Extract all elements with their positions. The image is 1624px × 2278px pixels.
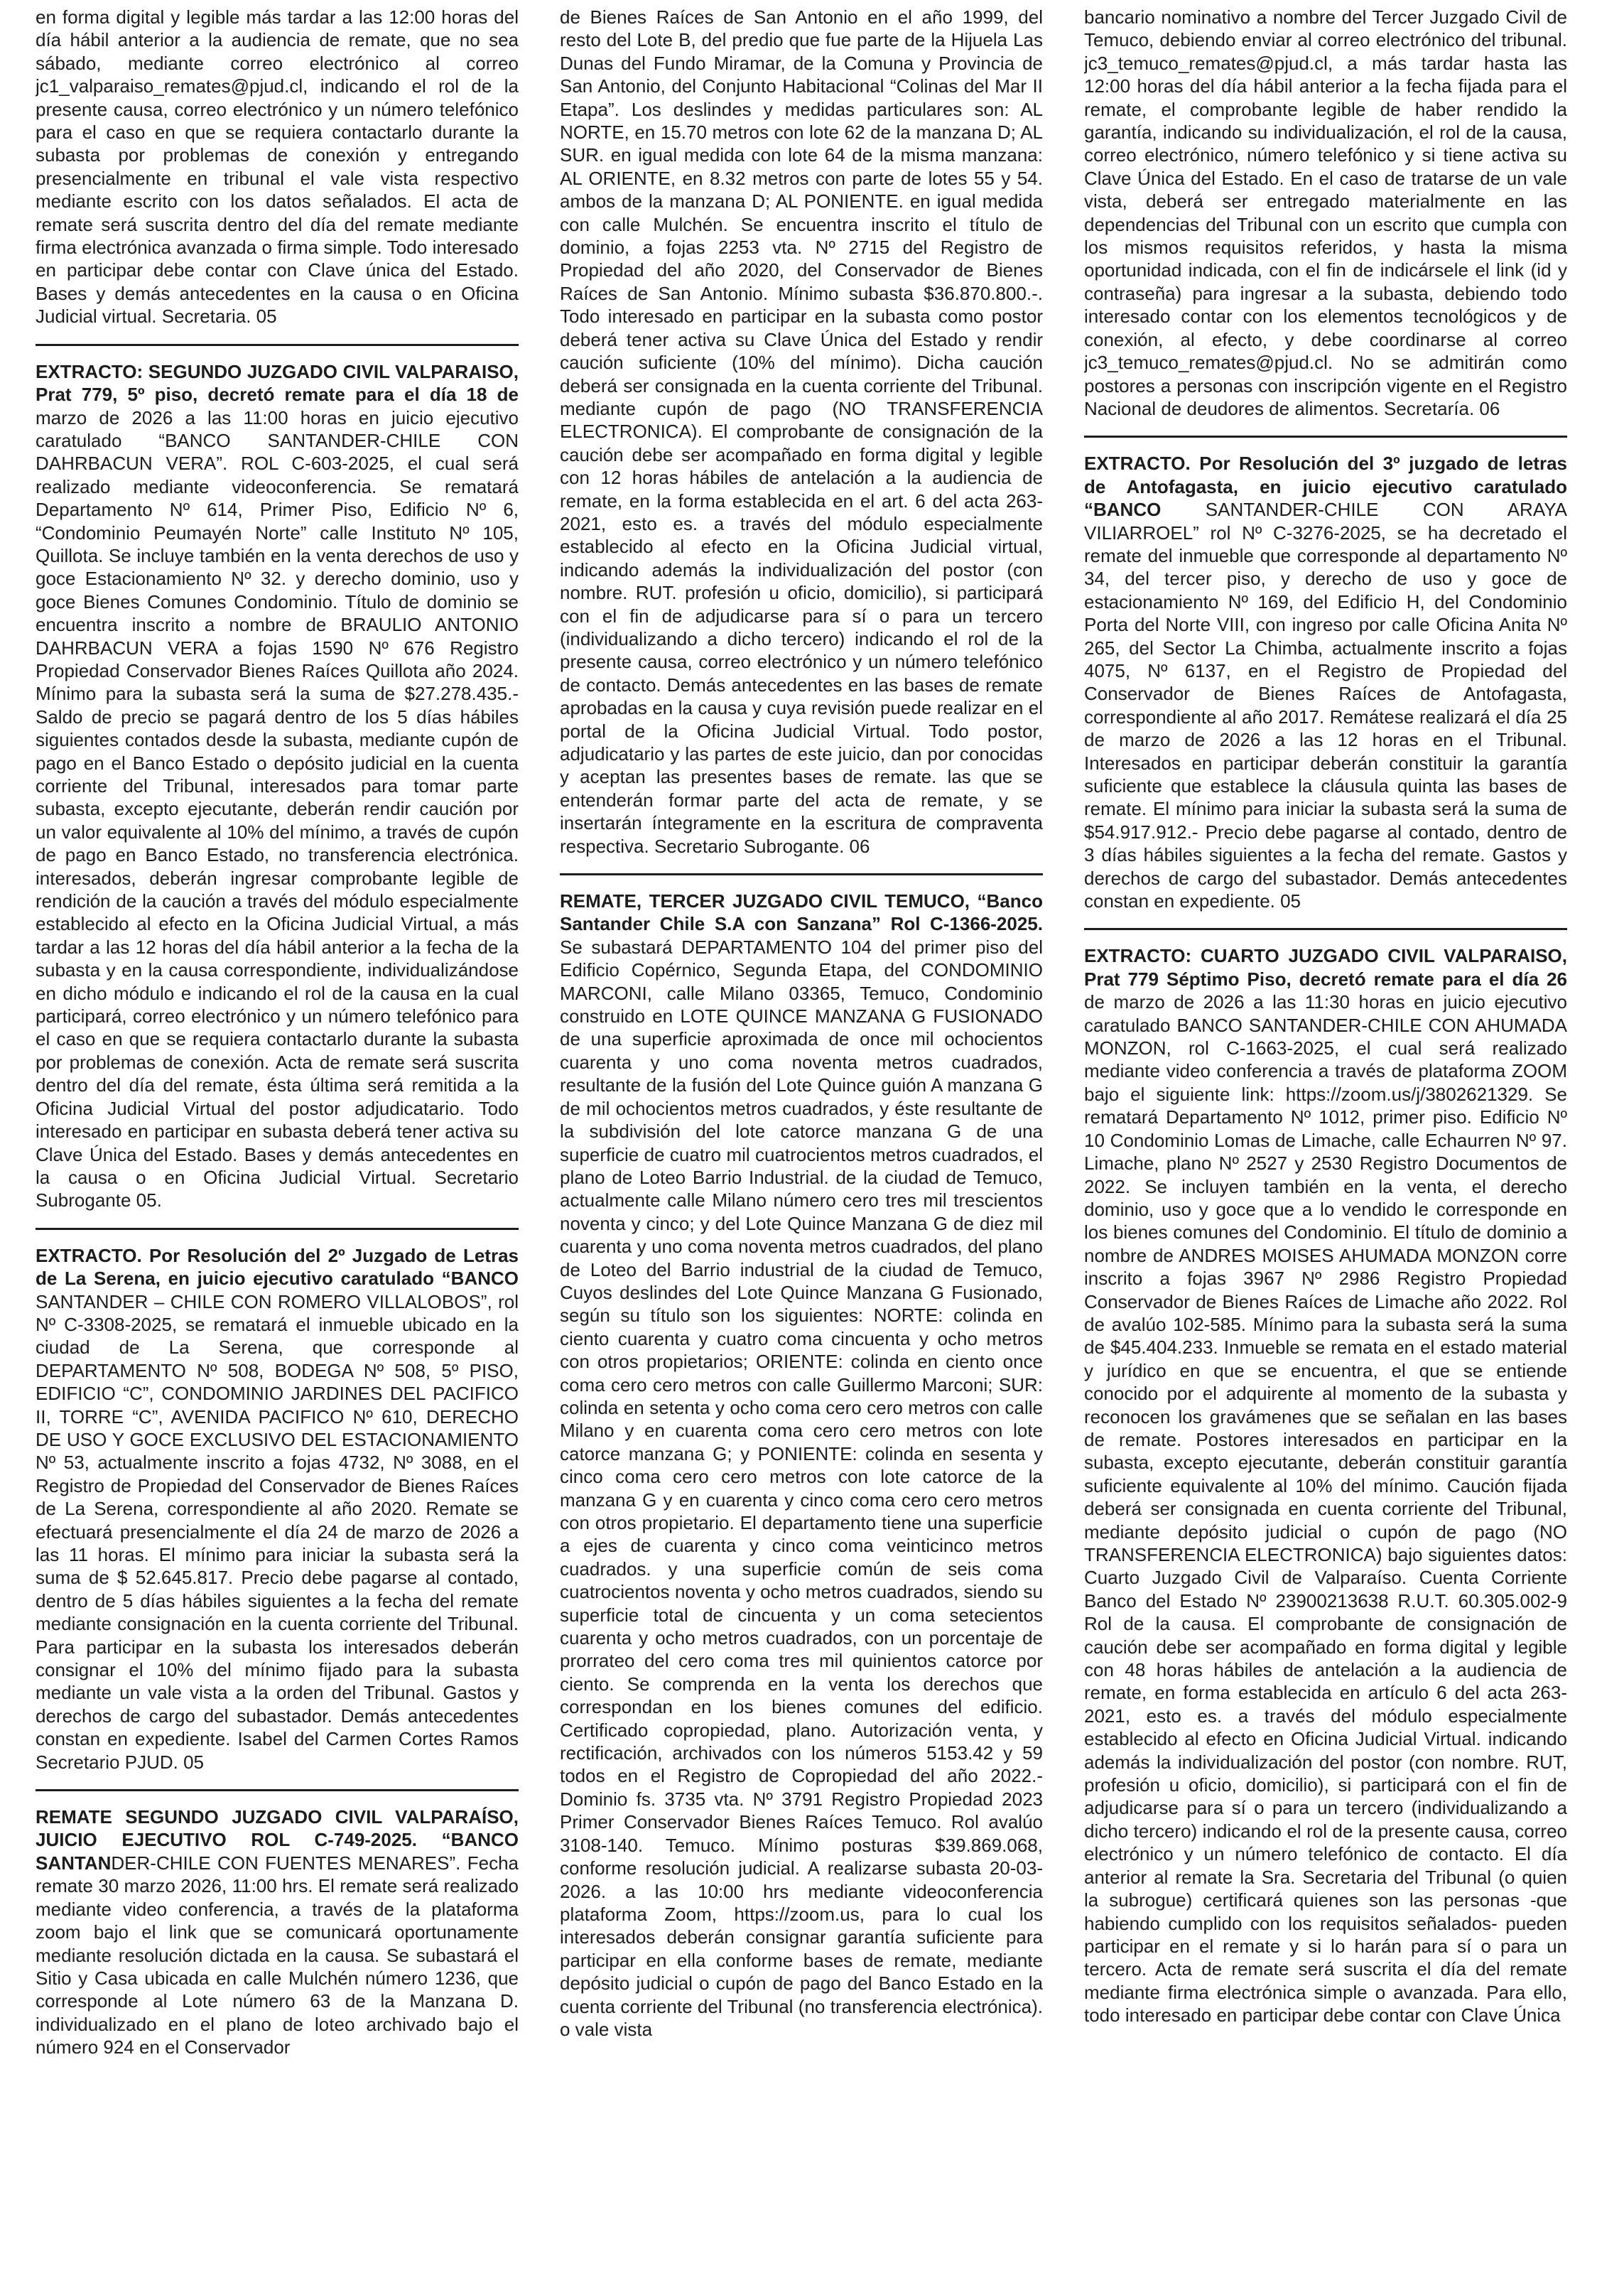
notice-divider (1084, 928, 1567, 930)
notice-heading: REMATE SEGUNDO JUZGADO CIVIL VALPARAÍSO, JUICIO EJECUTIVO ROL C-749-2025. “BANCO SANTAN (36, 1806, 519, 1874)
notice-body: EXTRACTO. Por Resolución del 2º Juzgado de Letras de La Serena, en juicio ejecutivo caratulado “BANCO SANTANDER – CHILE CON ROMERO VILLALOBOS”, rol Nº C-3308-2025, se rematará el inmueble ubicado en la ciudad de La Serena, que corresponde al DEPARTAMENTO Nº 508, BODEGA Nº 508, 5º PISO, EDIFICIO “C”, CONDOMINIO JARDINES DEL PACIFICO II, TORRE “C”, AVENIDA PACIFICO Nº 610, DERECHO DE USO Y GOCE EXCLUSIVO DEL ESTACIONAMIENTO Nº 53, actualmente inscrito a fojas 4732, Nº 3088, en el Registro de Propiedad del Conservador de Bienes Raíces de La Serena, correspondiente al año 2020. Remate se efectuará presencialmente el día 24 de marzo de 2026 a las 11 horas. El mínimo para iniciar la subasta será la suma de $ 52.645.817. Precio debe pagarse al contado, dentro de 5 días hábiles siguientes a la fecha del remate mediante consignación en la cuenta corriente del Tribunal. Para participar en la subasta los interesados deberán consignar el 10% del mínimo fijado para la subasta mediante un vale vista a la orden del Tribunal. Gastos y derechos de cargo del subastador. Demás antecedentes constan en expediente. Isabel del Carmen Cortes Ramos Secretario PJUD. 05 (36, 1244, 519, 1773)
notice-body: EXTRACTO: SEGUNDO JUZGADO CIVIL VALPARAISO, Prat 779, 5º piso, decretó remate para el día 18 de marzo de 2026 a las 11:00 horas en juicio ejecutivo caratulado “BANCO SANTANDER-CHILE CON DAHRBACUN VERA”. ROL C-603-2025, el cual será realizado mediante videoconferencia. Se rematará Departamento Nº 614, Primer Piso, Edificio Nº 6, “Condominio Peumayén Norte” calle Instituto Nº 105, Quillota. Se incluye también en la venta derechos de uso y goce Estacionamiento Nº 32. y derecho dominio, uso y goce Bienes Comunes Condominio. Título de dominio se encuentra inscrito a nombre de BRAULIO ANTONIO DAHRBACUN VERA a fojas 1590 Nº 676 Registro Propiedad Conservador Bienes Raíces Quillota año 2024. Mínimo para la subasta será la suma de $27.278.435.- Saldo de precio se pagará dentro de los 5 días hábiles siguientes contados desde la subasta, mediante cupón de pago en el Banco Estado o depósito judicial en la cuenta corriente del Tribunal, interesados para tomar parte subasta, excepto ejecutante, deberán rendir caución por un valor equivalente al 10% del mínimo, a través de cupón de pago en Banco Estado, no transferencia electrónica. interesados, deberán ingresar comprobante legible de rendición de la caución a través del módulo especialmente establecido al efecto en la Oficina Judicial Virtual, a más tardar a las 12 horas del día hábil anterior a la fecha de la subasta y en la causa correspondiente, individualizándose en dicho módulo e indicando el rol de la causa en la cual participará, correo electrónico y un número telefónico para el caso en que se requiera contactarlo durante la subasta por problemas de conexión. Acta de remate será suscrita dentro del día del remate, ésta última será remitida a la Oficina Judicial Virtual del postor adjudicatario. Todo interesado en participar en subasta deberá tener activa su Clave Única del Estado. Bases y demás antecedentes en la causa o en Oficina Judicial Virtual. Secretario Subrogante 05. (36, 360, 519, 1211)
notice-continuation (560, 6, 1043, 858)
notice-divider (36, 1789, 519, 1791)
notice-continuation (36, 6, 519, 328)
notice-extracto-segundo-juzgado-valparaiso (36, 360, 519, 1212)
notice-remate-tercer-juzgado-temuco (560, 890, 1043, 2041)
notice-divider (36, 344, 519, 346)
column-2 (560, 6, 1043, 2278)
column-1 (36, 6, 519, 2278)
notice-heading: EXTRACTO: CUARTO JUZGADO CIVIL VALPARAISO, Prat 779 Séptimo Piso, decretó remate para el día 26 (1084, 945, 1567, 990)
notice-extracto-antofagasta (1084, 452, 1567, 912)
notice-heading: EXTRACTO: SEGUNDO JUZGADO CIVIL VALPARAISO, Prat 779, 5º piso, decretó remate para el día 18 de (36, 360, 519, 406)
notice-heading: EXTRACTO. Por Resolución del 3º juzgado de letras de Antofagasta, en juicio ejecutivo caratulado “BANCO (1084, 453, 1567, 521)
notice-extracto-cuarto-juzgado-valparaiso (1084, 944, 1567, 2026)
notice-remate-segundo-juzgado-valparaiso (36, 1805, 519, 2058)
notice-body: REMATE SEGUNDO JUZGADO CIVIL VALPARAÍSO, JUICIO EJECUTIVO ROL C-749-2025. “BANCO SANTANDER-CHILE CON FUENTES MENARES”. Fecha remate 30 marzo 2026, 11:00 hrs. El remate será realizado mediante video conferencia, a través de la plataforma zoom bajo el link que se comunicará oportunamente mediante resolución dictada en la causa. Se subastará el Sitio y Casa ubicada en calle Mulchén número 1236, que corresponde al Lote número 63 de la Manzana D. individualizado en el plano de loteo archivado bajo el número 924 en el Conservador (36, 1806, 519, 2058)
notice-body: EXTRACTO. Por Resolución del 3º juzgado de letras de Antofagasta, en juicio ejecutivo caratulado “BANCO SANTANDER-CHILE CON ARAYA VILIARROEL” rol Nº C-3276-2025, se ha decretado el remate del inmueble que corresponde al departamento Nº 34, del tercer piso, y derecho de uso y goce de estacionamiento Nº 169, del Edificio H, del Condominio Porta del Norte VIII, con ingreso por calle Oficina Anita Nº 265, del Sector La Chimba, actualmente inscrito a fojas 4075, Nº 6137, en el Registro de Propiedad del Conservador de Bienes Raíces de Antofagasta, correspondiente al año 2017. Remátese realizará el día 25 de marzo de 2026 a las 12 horas en el Tribunal. Interesados en participar deberán constituir la garantía suficiente que establece la cláusula quinta las bases de remate. El mínimo para iniciar la subasta será la suma de $54.917.912.- Precio debe pagarse al contado, dentro de 3 días hábiles siguientes a la fecha del remate. Gastos y derechos de cargo del subastador. Demás antecedentes constan en expediente. 05 (1084, 453, 1567, 912)
notice-continuation (1084, 6, 1567, 420)
notice-extracto-la-serena (36, 1244, 519, 1774)
notice-heading: EXTRACTO. Por Resolución del 2º Juzgado de Letras de La Serena, en juicio ejecutivo caratulado “BANCO (36, 1244, 519, 1290)
notice-heading: REMATE, TERCER JUZGADO CIVIL TEMUCO, “Banco Santander Chile S.A con Sanzana” Rol C-1366-2025. (560, 890, 1043, 935)
notice-body: EXTRACTO: CUARTO JUZGADO CIVIL VALPARAISO, Prat 779 Séptimo Piso, decretó remate para el día 26 de marzo de 2026 a las 11:30 horas en juicio ejecutivo caratulado BANCO SANTANDER-CHILE CON AHUMADA MONZON, rol C-1663-2025, el cual será realizado mediante video conferencia a través de plataforma ZOOM bajo el siguiente link: https://zoom.us/j/3802621329. Se rematará Departamento Nº 1012, primer piso. Edificio Nº 10 Condominio Lomas de Limache, calle Echaurren Nº 97. Limache, plano Nº 2527 y 2530 Registro Documentos de 2022. Se incluyen también en la venta, el derecho dominio, uso y goce que a lo vendido le corresponde en los bienes comunes del Condominio. El título de dominio a nombre de ANDRES MOISES AHUMADA MONZON corre inscrito a fojas 3967 Nº 2986 Registro Propiedad Conservador de Bienes Raíces de Limache año 2022. Rol de avalúo 102-585. Mínimo para la subasta será la suma de $45.404.233. Inmueble se remata en el estado material y jurídico en que se encuentra, el que se entiende conocido por el adquirente al momento de la subasta y reconocen los gravámenes que se señalan en las bases de remate. Postores interesados en participar en la subasta, excepto ejecutante, deberán constituir garantía suficiente equivalente al 10% del mínimo. Caución fijada deberá ser consignada en cuenta corriente del Tribunal, mediante depósito judicial o cupón de pago (NO TRANSFERENCIA ELECTRONICA) bajo siguientes datos: Cuarto Juzgado Civil de Valparaíso. Cuenta Corriente Banco del Estado Nº 23900213638 R.U.T. 60.305.002-9 Rol de la causa. El comprobante de consignación de caución debe ser acompañado en forma digital y legible con 48 horas hábiles de antelación a la audiencia de remate, en forma establecida en artículo 6 del acta 263-2021, esto es. a través del módulo especialmente establecido al efecto en Oficina Judicial Virtual. indicando además la individualización del postor (con nombre. RUT, profesión u oficio, domicilio), si participará con el fin de adjudicarse para sí o para un tercero (individualizando a dicho tercero) indicando el rol de la presente causa, correo electrónico y un número telefónico de contacto. El día anterior al remate la Sra. Secretaria del Tribunal (o quien la subrogue) certificará quienes son las personas -que habiendo cumplido con los requisitos señalados- pueden participar en el remate y si lo harán para sí o para un tercero. Acta de remate será suscrita el día del remate mediante firma electrónica simple o avanzada. Para ello, todo interesado en participar debe contar con Clave Única (1084, 945, 1567, 2026)
notice-body: bancario nominativo a nombre del Tercer Juzgado Civil de Temuco, debiendo enviar al correo electrónico del tribunal. jc3_temuco_remates@pjud.cl, a más tardar hasta las 12:00 horas del día hábil anterior a la fecha fijada para el remate, el comprobante legible de haber rendido la garantía, indicando su individualización, el rol de la causa, correo electrónico, número telefónico y si tiene activa su Clave Única del Estado. En el caso de tratarse de un vale vista, deberá ser entregado materialmente en las dependencias del Tribunal con un escrito que cumpla con los mismos requisitos referidos, y hasta la misma oportunidad indicada, con el fin de indicársele el link (id y contraseña) para ingresar a la subasta, debiendo todo interesado contar con los elementos tecnológicos y de conexión, al efecto, y debe coordinarse al correo jc3_temuco_remates@pjud.cl. No se admitirán como postores a personas con inscripción vigente en el Registro Nacional de deudores de alimentos. Secretaría. 06 (1084, 6, 1567, 419)
notice-divider (36, 1228, 519, 1230)
notice-divider (1084, 436, 1567, 438)
notice-divider (560, 873, 1043, 875)
notice-body: en forma digital y legible más tardar a las 12:00 horas del día hábil anterior a la audiencia de remate, que no sea sábado, mediante correo electrónico al correo jc1_valparaiso_remates@pjud.cl, indicando el rol de la presente causa, correo electrónico y un número telefónico para el caso en que se requiera contactarlo durante la subasta por problemas de conexión y entregando presencialmente en tribunal el vale vista respectivo mediante escrito con los datos señalados. El acta de remate será suscrita dentro del día del remate mediante firma electrónica avanzada o firma simple. Todo interesado en participar debe contar con Clave única del Estado. Bases y demás antecedentes en la causa o en Oficina Judicial virtual. Secretaria. 05 (36, 6, 519, 328)
notice-body: REMATE, TERCER JUZGADO CIVIL TEMUCO, “Banco Santander Chile S.A con Sanzana” Rol C-1366-2025. Se subastará DEPARTAMENTO 104 del primer piso del Edificio Copérnico, Segunda Etapa, del CONDOMINIO MARCONI, calle Milano 03365, Temuco, Condominio construido en LOTE QUINCE MANZANA G FUSIONADO de una superficie aproximada de once mil ochocientos cuarenta y uno coma noventa metros cuadrados, resultante de la fusión del Lote Quince guión A manzana G de mil ochocientos metros cuadrados, y éste resultante de la subdivisión del lote catorce manzana G de una superficie de cuatro mil cuatrocientos metros cuadrados, el plano de Loteo Barrio Industrial. de la ciudad de Temuco, actualmente calle Milano número cero tres mil trescientos noventa y cinco; y del Lote Quince Manzana G de diez mil cuarenta y uno coma noventa metros cuadrados, del plano de Loteo del Barrio industrial de la ciudad de Temuco, Cuyos deslindes del Lote Quince Manzana G Fusionado, según su título son los siguientes: NORTE: colinda en ciento cuarenta y cuatro coma cincuenta y ocho metros con otros propietarios; ORIENTE: colinda en ciento once coma cero cero metros con calle Guillermo Marconi; SUR: colinda en setenta y ocho coma cero cero metros con calle Milano y en cuarenta coma cero cero metros con lote catorce manzana G; y PONIENTE: colinda en sesenta y cinco coma cero cero metros con lote catorce de la manzana G y en cuarenta y cinco coma cero cero metros con otros propietario. El departamento tiene una superficie a ejes de cuarenta y cinco coma veinticinco metros cuadrados. y una superficie común de seis coma cuatrocientos noventa y ocho metros cuadrados, siendo su superficie total de cincuenta y un coma setecientos cuarenta y ocho metros cuadrados, con un porcentaje de prorrateo del cero coma tres mil quinientos catorce por ciento. Se comprenda en la venta los derechos que correspondan en los bienes comunes del edificio. Certificado copropiedad, plano. Autorización venta, y rectificación, archivados con los números 5153.42 y 59 todos en el Registro de Copropiedad del año 2022.- Dominio fs. 3735 vta. Nº 3791 Registro Propiedad 2023 Primer Conservador Bienes Raíces Temuco. Rol avalúo 3108-140. Temuco. Mínimo posturas $39.869.068, conforme resolución judicial. A realizarse subasta 20-03-2026. a las 10:00 hrs mediante videoconferencia plataforma Zoom, https://zoom.us, para lo cual los interesados deberán consignar garantía suficiente para participar en ella conforme bases de remate, mediante depósito judicial o cupón de pago del Banco Estado en la cuenta corriente del Tribunal (no transferencia electrónica). o vale vista (560, 890, 1043, 2040)
column-3 (1084, 6, 1567, 2278)
notice-body: de Bienes Raíces de San Antonio en el año 1999, del resto del Lote B, del predio que fue parte de la Hijuela Las Dunas del Fundo Miramar, de la Comuna y Provincia de San Antonio, del Conjunto Habitacional “Colinas del Mar II Etapa”. Los deslindes y medidas particulares son: AL NORTE, en 15.70 metros con lote 62 de la manzana D; AL SUR. en igual medida con lote 64 de la misma manzana: AL ORIENTE, en 8.32 metros con parte de lotes 55 y 54. ambos de la manzana D; AL PONIENTE. en igual medida con calle Mulchén. Se encuentra inscrito el título de dominio, a fojas 2253 vta. Nº 2715 del Registro de Propiedad del año 2020, del Conservador de Bienes Raíces de San Antonio. Mínimo subasta $36.870.800.-. Todo interesado en participar en la subasta como postor deberá tener activa su Clave Única del Estado y rendir caución suficiente (10% del mínimo). Dicha caución deberá ser consignada en la cuenta corriente del Tribunal. mediante cupón de pago (NO TRANSFERENCIA ELECTRONICA). El comprobante de consignación de la caución debe ser acompañado en forma digital y legible con 12 horas hábiles de antelación a la audiencia de remate, en la forma establecida en el art. 6 del acta 263-2021, esto es. a través del módulo especialmente establecido al efecto en la Oficina Judicial virtual, indicando además la individualización del postor (con nombre. RUT. profesión u oficio, domicilio), si participará con el fin de adjudicarse para sí o para un tercero (individualizando a dicho tercero) indicando el rol de la presente causa, correo electrónico y un número telefónico de contacto. Demás antecedentes en las bases de remate aprobadas en la causa y cuya revisión puede realizar en el portal de la Oficina Judicial Virtual. Todo postor, adjudicatario y las partes de este juicio, dan por conocidas y aceptan las presentes bases de remate. las que se entenderán formar parte del acta de remate, y se insertarán íntegramente en la escritura de compraventa respectiva. Secretario Subrogante. 06 (560, 6, 1043, 857)
